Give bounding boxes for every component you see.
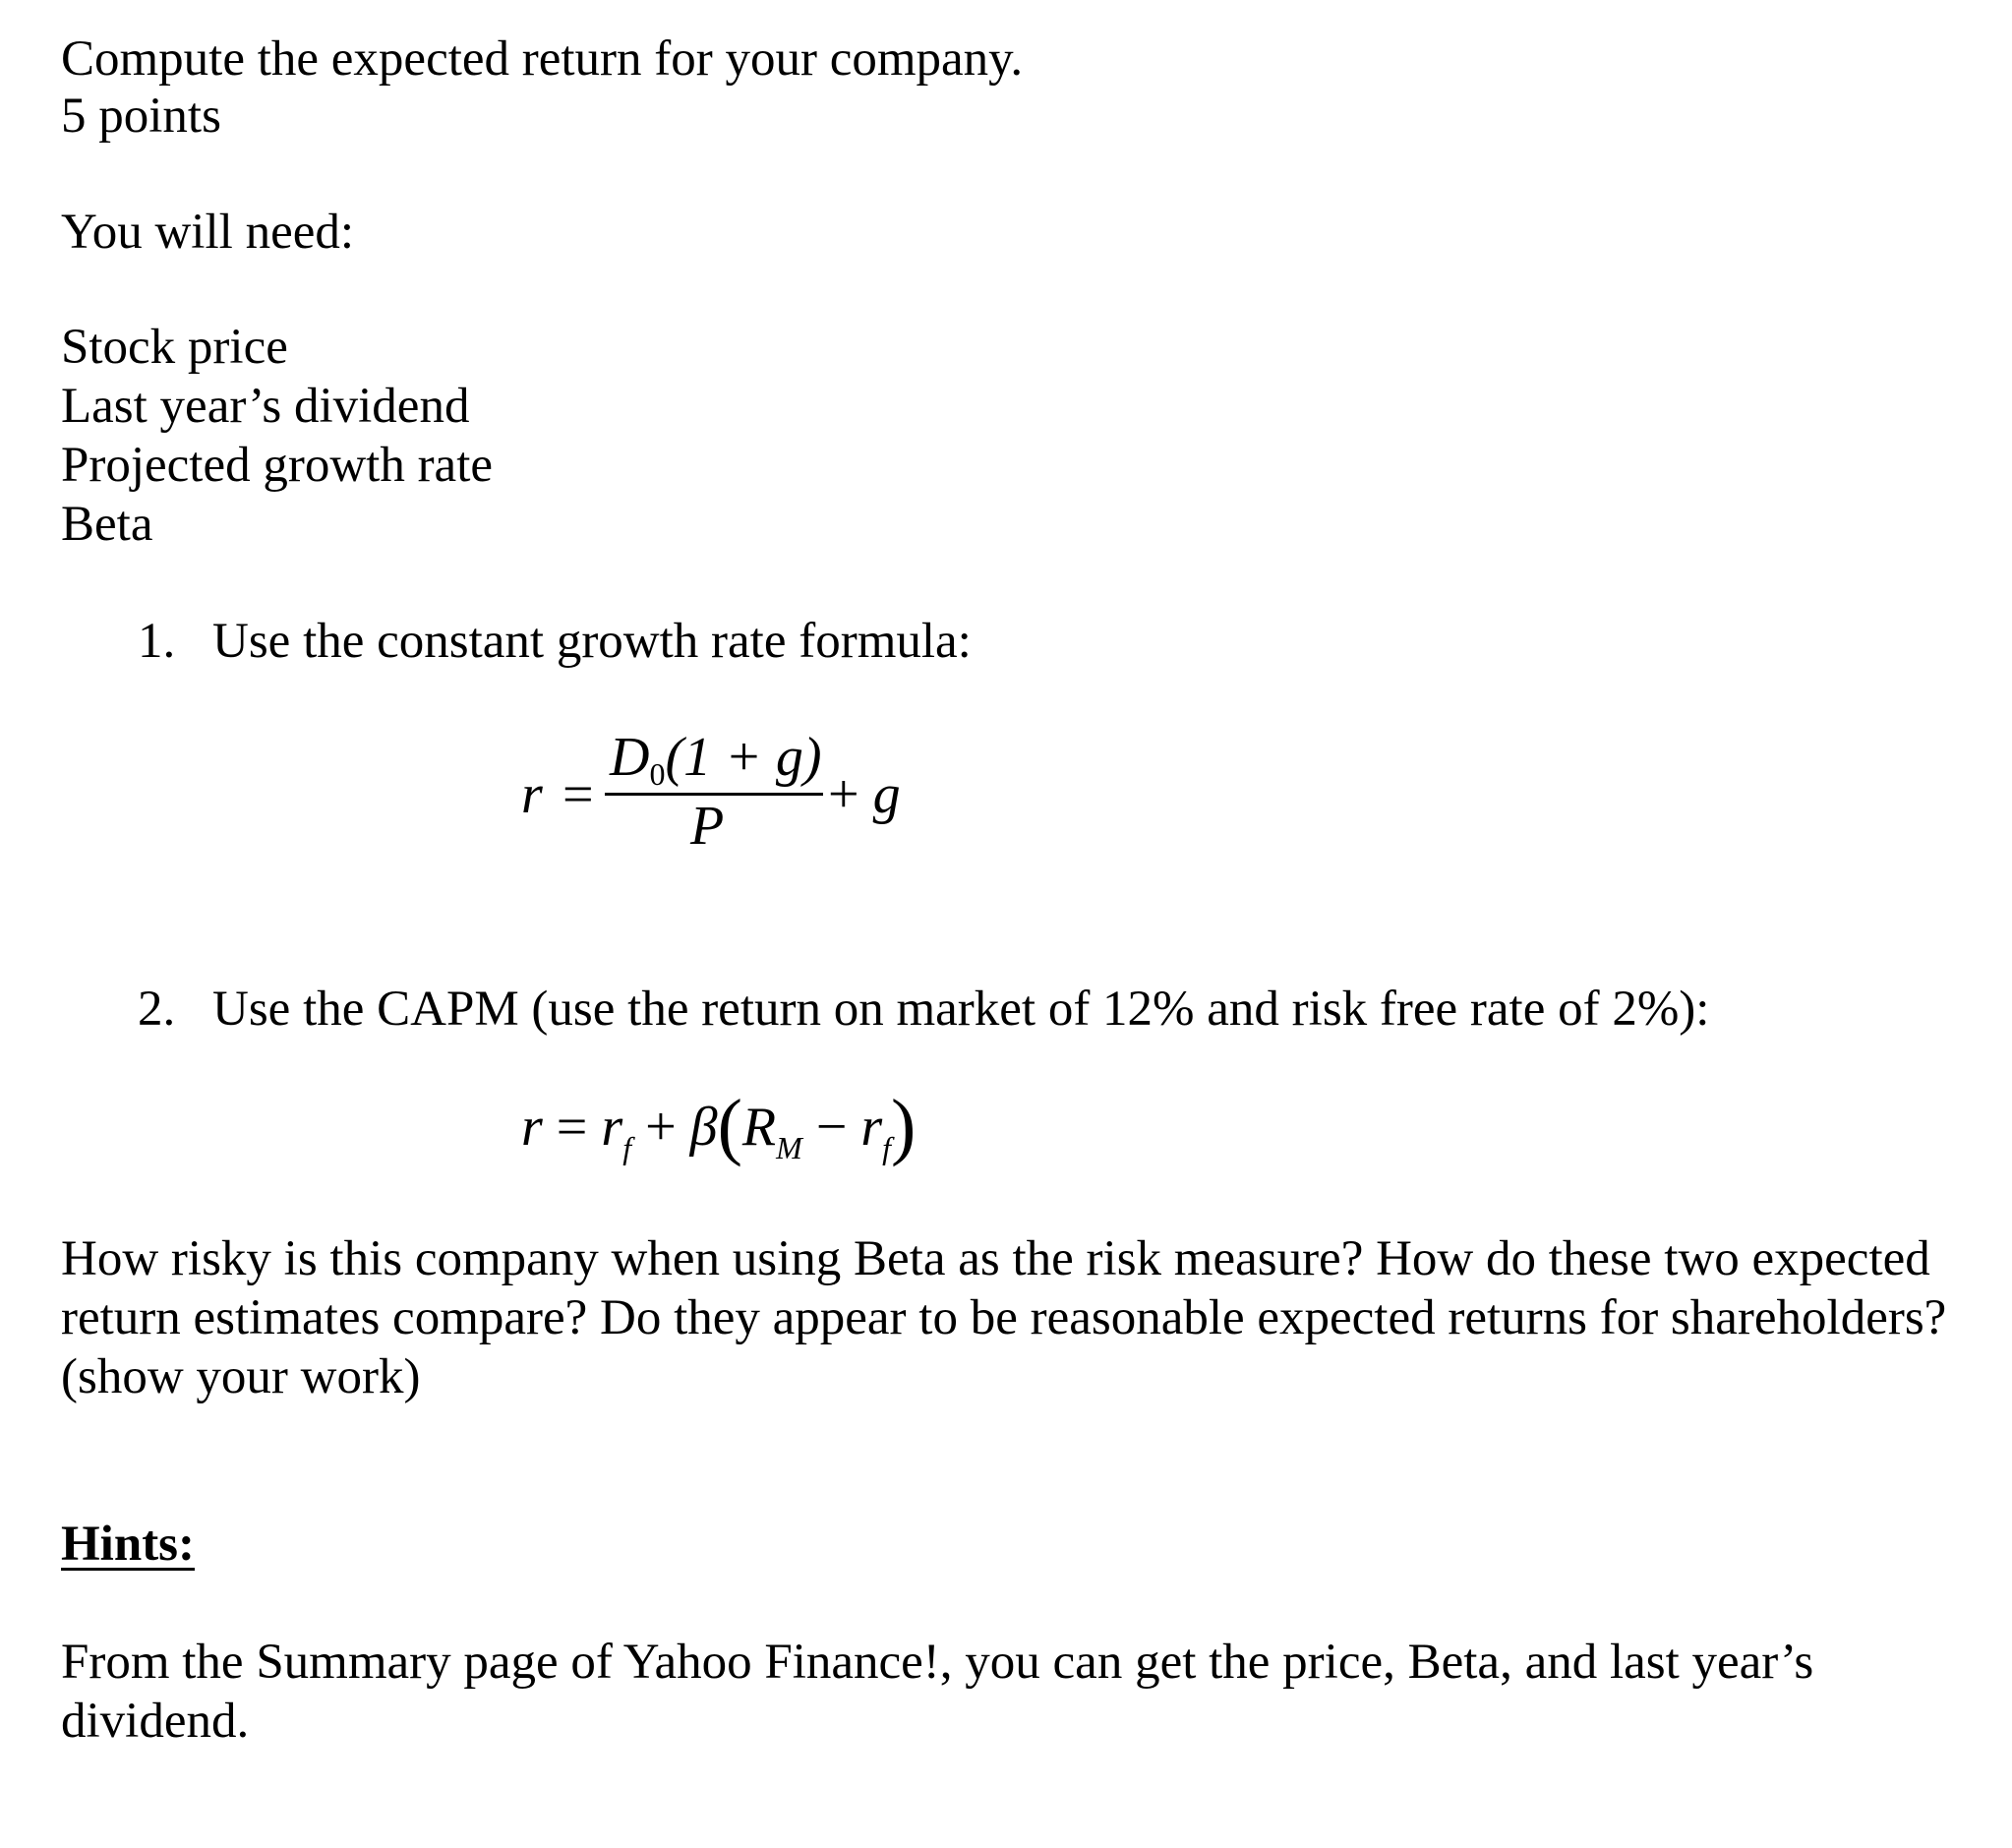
formula1-lhs: r bbox=[521, 764, 543, 825]
capm-RM-subscript: M bbox=[776, 1130, 802, 1165]
constant-growth-formula bbox=[511, 728, 905, 856]
capm-open-paren: ( bbox=[717, 1085, 742, 1167]
formula1-equals: = bbox=[562, 764, 594, 825]
hint-line: dividend. bbox=[61, 1694, 250, 1749]
capm-r: r bbox=[521, 1097, 543, 1158]
formula1-g: g bbox=[872, 764, 901, 825]
capm-rf2: r bbox=[860, 1097, 883, 1158]
formula1-plus-g bbox=[828, 765, 901, 824]
need-item-stock-price: Stock price bbox=[61, 320, 288, 375]
question-paragraph bbox=[61, 1229, 1988, 1406]
need-item-dividend: Last year’s dividend bbox=[61, 379, 470, 434]
step-1-text: Use the constant growth rate formula: bbox=[212, 614, 972, 669]
points-label: 5 points bbox=[61, 89, 221, 144]
need-heading: You will need: bbox=[61, 205, 355, 260]
page-title: Compute the expected return for your company. bbox=[61, 31, 1024, 87]
capm-close-paren: ) bbox=[891, 1085, 917, 1167]
step-1-number: 1. bbox=[138, 614, 176, 669]
question-line: (show your work) bbox=[61, 1349, 421, 1404]
hint-paragraph bbox=[61, 1633, 1988, 1751]
capm-beta: β bbox=[689, 1097, 718, 1158]
hint-line: From the Summary page of Yahoo Finance!, you can get the price, Beta, and last year’s bbox=[61, 1635, 1814, 1690]
capm-rf2-subscript: f bbox=[882, 1130, 892, 1165]
capm-rf: r bbox=[601, 1097, 623, 1158]
step-2-number: 2. bbox=[138, 982, 176, 1037]
capm-RM: R bbox=[741, 1097, 777, 1158]
formula1-D: D bbox=[610, 727, 650, 788]
need-item-growth-rate: Projected growth rate bbox=[61, 438, 494, 493]
capm-rf-subscript: f bbox=[622, 1130, 632, 1165]
formula1-numerator-rest: (1 + g) bbox=[665, 727, 822, 788]
capm-expression: $r = r_f + \beta(R_M - r_f)$ bbox=[521, 1085, 917, 1167]
capm-formula bbox=[511, 1082, 1003, 1170]
formula1-D-subscript: 0 bbox=[649, 756, 666, 792]
formula1-plus: + bbox=[828, 764, 859, 825]
step-2-text: Use the CAPM (use the return on market of 12% and risk free rate of 2%): bbox=[212, 982, 1710, 1037]
hints-heading: Hints: bbox=[61, 1517, 196, 1572]
question-line: return estimates compare? Do they appear to be reasonable expected returns for shareholders? bbox=[61, 1290, 1947, 1345]
question-line: How risky is this company when using Beta as the risk measure? How do these two expected bbox=[61, 1231, 1930, 1286]
need-item-beta: Beta bbox=[61, 497, 153, 552]
formula1-denominator: P bbox=[690, 796, 725, 857]
